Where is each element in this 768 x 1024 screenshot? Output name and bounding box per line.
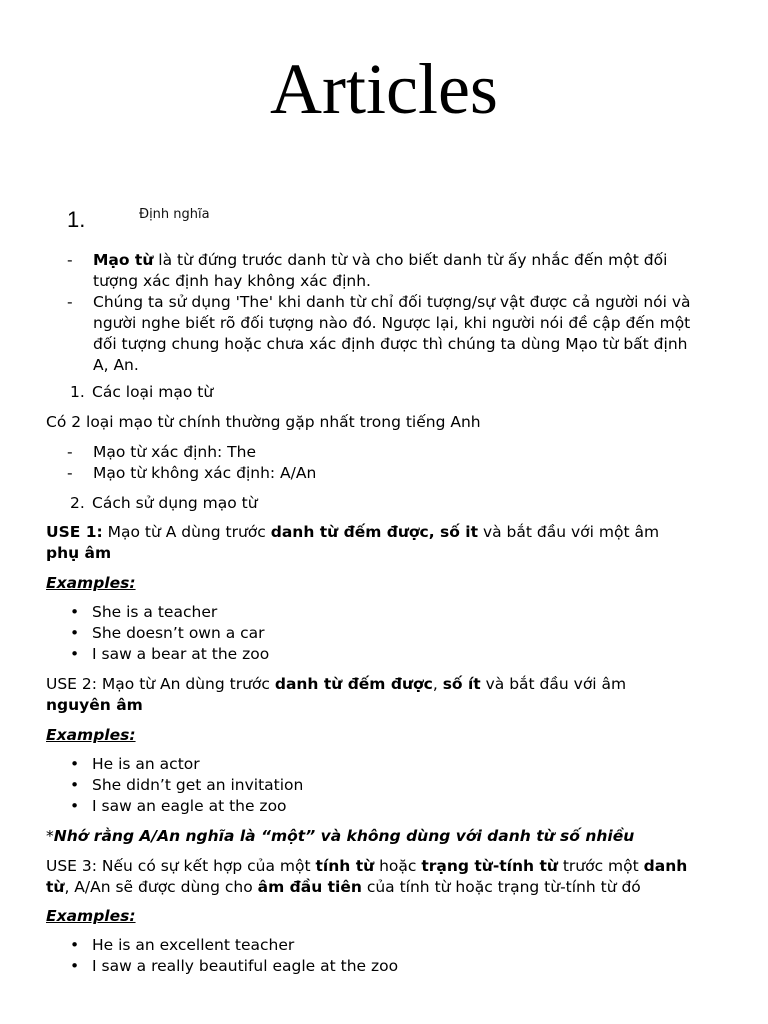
list-item: - Mạo từ là từ đứng trước danh từ và cho biết danh từ ấy nhắc đến một đối tượng xác định hay không xác định. xyxy=(67,251,668,290)
list-item: • He is an excellent teacher xyxy=(70,936,295,954)
note-text: *Nhớ rằng A/An nghĩa là “một” và không dùng với danh từ số nhiều xyxy=(46,827,635,845)
examples-label: Examples: xyxy=(46,907,136,925)
types-intro: Có 2 loại mạo từ chính thường gặp nhất trong tiếng Anh xyxy=(46,413,481,431)
page-title: Articles xyxy=(270,49,498,129)
numbered-heading: 1. Các loại mạo từ xyxy=(70,383,214,401)
list-item: - Chúng ta sử dụng 'The' khi danh từ chỉ đối tượng/sự vật được cả người nói và người nghe biết rõ đối tượng nào đó. Ngược lại, khi người nói đề cập đến một đối tượng chung hoặc chưa xác định được thì chúng ta dùng Mạo từ bất định A, An. xyxy=(67,293,691,374)
list-item: • She is a teacher xyxy=(70,603,218,621)
definition-list xyxy=(67,250,727,376)
list-item: - Mạo từ không xác định: A/An xyxy=(67,464,317,482)
use3-paragraph: USE 3: Nếu có sự kết hợp của một tính từ hoặc trạng từ-tính từ trước một danh từ, A/An sẽ được dùng cho âm đầu tiên của tính từ hoặc trạng từ-tính từ đó xyxy=(46,857,688,896)
use1-paragraph: USE 1: Mạo từ A dùng trước danh từ đếm được, số it và bắt đầu với một âm phụ âm xyxy=(46,523,660,562)
term-bold: Mạo từ xyxy=(93,251,154,269)
use2-paragraph: USE 2: Mạo từ An dùng trước danh từ đếm được, số ít và bắt đầu với âm nguyên âm xyxy=(46,675,627,714)
examples-list xyxy=(70,935,398,977)
examples-list xyxy=(70,602,269,665)
dash-marker: - xyxy=(67,293,73,311)
list-item: • She didn’t get an invitation xyxy=(70,776,304,794)
section-heading: Định nghĩa xyxy=(139,207,210,222)
types-list xyxy=(67,442,727,484)
numbered-heading: 2. Cách sử dụng mạo từ xyxy=(70,494,258,512)
list-item: • I saw a really beautiful eagle at the zoo xyxy=(70,957,399,975)
examples-list xyxy=(70,754,303,817)
list-item: • She doesn’t own a car xyxy=(70,624,265,642)
section-number: 1. xyxy=(67,207,86,232)
list-item: - Mạo từ xác định: The xyxy=(67,443,256,461)
examples-label: Examples: xyxy=(46,726,136,744)
list-item: • I saw an eagle at the zoo xyxy=(70,797,287,815)
list-item: • He is an actor xyxy=(70,755,200,773)
dash-marker: - xyxy=(67,251,73,269)
list-item: • I saw a bear at the zoo xyxy=(70,645,270,663)
examples-label: Examples: xyxy=(46,574,136,592)
